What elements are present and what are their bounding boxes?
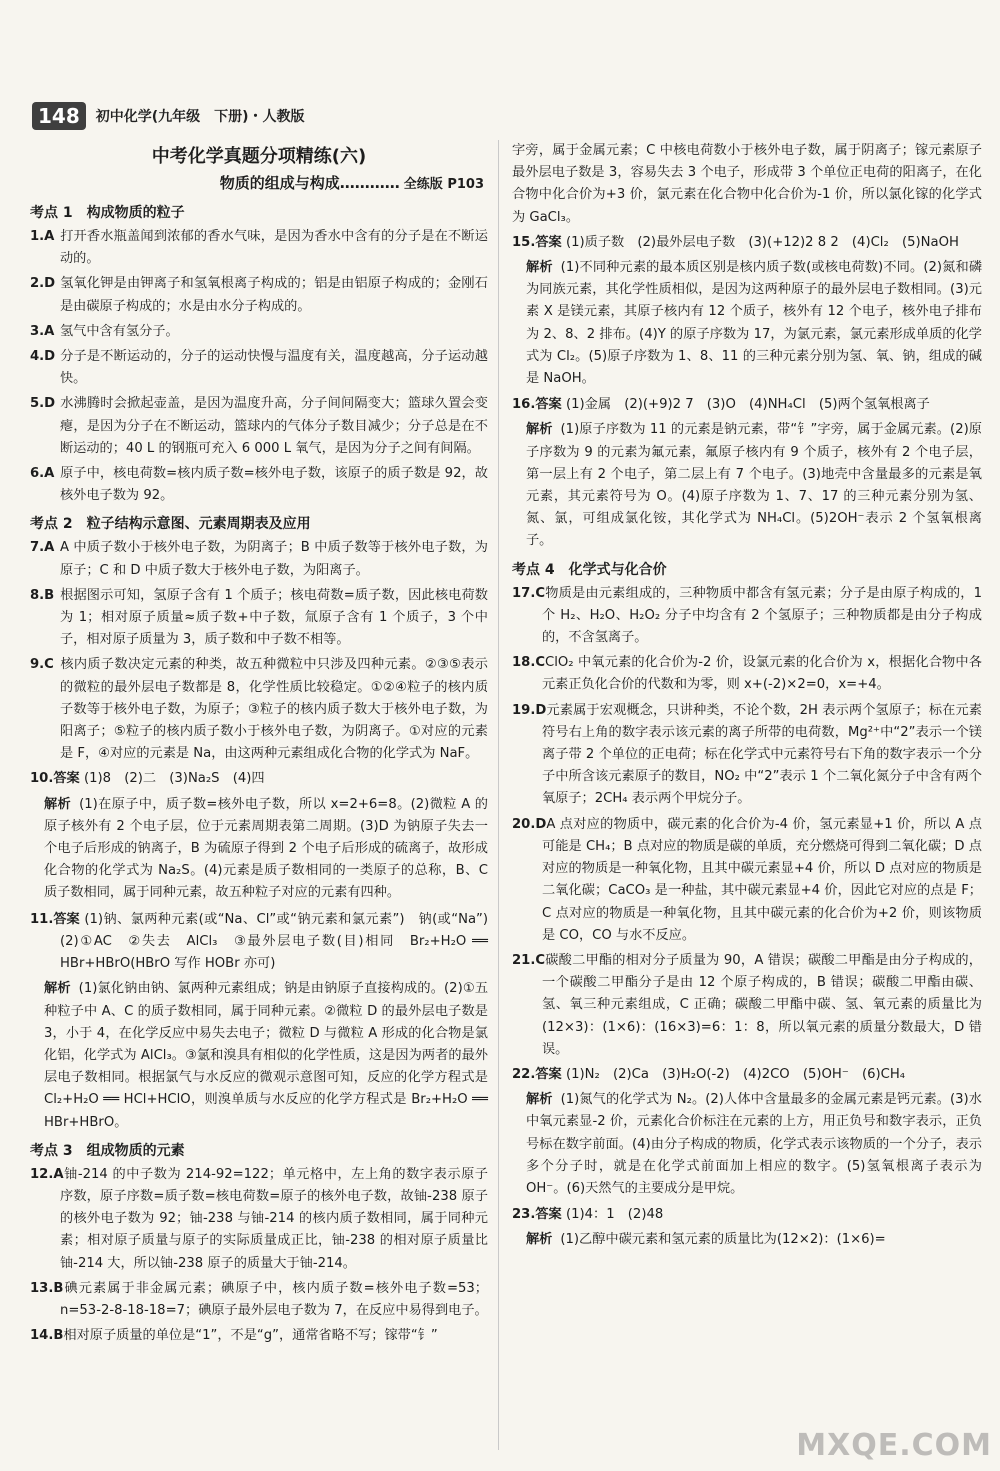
item-number: 8.B <box>30 587 55 603</box>
answer-item <box>512 232 982 254</box>
item-text: 分子是不断运动的，分子的运动快慢与温度有关，温度越高，分子运动越快。 <box>60 349 488 387</box>
item-number: 2.D <box>30 276 56 292</box>
explanation-text: (1)氯化钠由钠、氯两种元素组成；钠是由钠原子直接构成的。(2)①五种粒子中 A、C 的质子数相同，属于同种元素。②微粒 D 的最外层电子数是 3，小于 4，在化学反应中易失去电子；微粒 D 与微粒 A 形成的化合物是氯化铝，化学式为 AlCl₃。③氯和溴具有相似的化学性质，这是因为两者的最外层电子数相同。根据氯气与水反应的微观示意图可知，反应的化学方程式是 Cl₂+H₂O ══ HCl+HClO，则溴单质与水反应的化学方程式是 Br₂+H₂O ══ HBr+HBrO。 <box>44 981 489 1130</box>
explanation-text: (1)不同种元素的最本质区别是核内质子数(或核电荷数)不同。(2)氮和磷为同族元素，其化学性质相似，是因为这两种原子的最外层电子数相同。(3)元素 X 是镁元素，其原子核内有 12 个质子，核外有 12 个电子，核外电子排布为 2、8、2 排布。(4)Y 的原子序数为 17，为氯元素，氯元素形成单质的化学式为 Cl₂。(5)原子序数为 1、8、11 的三种元素分别为氢、氧、钠，组成的碱是 NaOH。 <box>526 260 983 387</box>
section-heading: 考点 1 构成物质的粒子 <box>30 205 185 221</box>
answer-item <box>512 950 982 1061</box>
item-text: (1)8 (2)二 (3)Na₂S (4)四 <box>83 771 265 787</box>
item-text: 打开香水瓶盖闻到浓郁的香水气味，是因为香水中含有的分子是在不断运动的。 <box>60 229 488 267</box>
section-heading: 考点 3 组成物质的元素 <box>30 1142 185 1159</box>
explanation-text: (1)氮气的化学式为 N₂。(2)人体中含量最多的金属元素是钙元素。(3)水中氧元素显-2 价，元素化合价标注在元素的上方，用正负号和数字表示，正负号标在数字前面。(4)由分子构成的物质，化学式表示该物质的一个分子，表示多个分子时，就是在化学式前面加上相应的数字。(5)氢氧根离子表示为 OH⁻。(6)天然气的主要成分是甲烷。 <box>526 1092 982 1196</box>
explanation <box>30 978 488 1133</box>
item-text: 氢氧化钾是由钾离子和氢氧根离子构成的；铝是由铝原子构成的；金刚石是由碳原子构成的；水是由水分子构成的。 <box>60 276 488 314</box>
item-number: 17.C <box>512 585 546 601</box>
item-text: (1)4：1 (2)48 <box>565 1207 664 1223</box>
explanation <box>512 257 982 390</box>
item-number: 18.C <box>512 655 546 671</box>
answer-item <box>512 1204 982 1226</box>
item-number: 5.D <box>30 396 56 412</box>
explanation-tag: 解析 <box>44 981 71 997</box>
sub-title <box>30 172 488 196</box>
item-number: 12.A <box>30 1166 64 1182</box>
item-text: (1)N₂ (2)Ca (3)H₂O(-2) (4)2CO (5)OH⁻ (6)CH₄ <box>565 1066 906 1082</box>
explanation <box>512 419 982 552</box>
explanation-tag: 解析 <box>526 260 553 276</box>
answer-item <box>512 1064 982 1086</box>
item-number: 4.D <box>30 349 56 365</box>
item-text: (1)钠、氯两种元素(或“Na、Cl”或“钠元素和氯元素”) 钠(或“Na”) (2)①AC ②失去 AlCl₃ ③最外层电子数(目)相同 Br₂+H₂O ══ HBr+HBrO(HBrO 写作 HOBr 亦可) <box>60 911 502 972</box>
item-number: 9.C <box>30 657 54 673</box>
item-number: 23.答案 <box>512 1207 562 1223</box>
item-text: 碳酸二甲酯的相对分子质量为 90，A 错误；碳酸二甲酯是由分子构成的，一个碳酸二甲酯分子是由 12 个原子构成的，B 错误；碳酸二甲酯由碳、氢、氧三种元素组成，C 正确；碳酸二甲酯中碳、氢、氧元素的质量比为(12×3)：(1×6)：(16×3)=6：1：8，所以氧元素的质量分数最大，D 错误。 <box>542 952 982 1057</box>
item-number: 22.答案 <box>512 1066 562 1082</box>
column-divider <box>498 140 499 1450</box>
item-text: 相对原子质量的单位是“1”，不是“g”，通常省略不写；镓带“钅” <box>63 1328 438 1344</box>
sub-title-ref: 全练版 P103 <box>403 177 484 192</box>
left-column <box>30 140 502 1460</box>
watermark: MXQE.COM <box>796 1428 992 1463</box>
answer-item <box>30 393 488 460</box>
item-text: 原子中，核电荷数=核内质子数=核外电子数，该原子的质子数是 92，故核外电子数为 92。 <box>60 466 488 504</box>
item-number: 20.D <box>512 816 547 832</box>
book-title: 初中化学(九年级 下册)・人教版 <box>95 109 305 125</box>
explanation-text: (1)原子序数为 11 的元素是钠元素，带“钅”字旁，属于金属元素。(2)原子序数为 9 的元素为氟元素，氟原子核内有 9 个质子，核外有 2 个电子层，第一层上有 2 个电子，第二层上有 7 个电子。(3)地壳中含量最多的元素是氧元素，其元素符号为 O。(4)原子序数为 1、7、17 的三种元素分别为氢、氮、氯，可组成氯化铵，其化学式为 NH₄Cl。(5)2OH⁻表示 2 个氢氧根离子。 <box>526 422 982 549</box>
answer-item <box>30 1164 488 1275</box>
item-text: ClO₂ 中氧元素的化合价为-2 价，设氯元素的化合价为 x，根据化合物中各元素正负化合价的代数和为零，则 x+(-2)×2=0，x=+4。 <box>542 655 982 693</box>
page-header <box>32 100 305 132</box>
item-number: 15.答案 <box>512 234 562 250</box>
item-text: 碘元素属于非金属元素；碘原子中，核内质子数=核外电子数=53；n=53-2-8-18-18=7；碘原子最外层电子数为 7，在反应中易得到电子。 <box>60 1280 488 1318</box>
item-number: 19.D <box>512 702 547 718</box>
item-number: 21.C <box>512 952 546 968</box>
explanation-tag: 解析 <box>526 422 553 438</box>
item-text: 水沸腾时会掀起壶盖，是因为温度升高，分子间间隔变大；篮球久置会变瘪，是因为分子在不断运动，篮球内的气体分子数目减少；分子总是在不断运动的；40 L 的钢瓶可充入 6 000 L 氧气，是因为分子之间有间隔。 <box>60 396 488 456</box>
section-heading: 考点 4 化学式与化合价 <box>512 561 667 578</box>
item-text: 元素属于宏观概念，只讲种类，不论个数，2H 表示两个氢原子；标在元素符号右上角的数字表示该元素的离子所带的电荷数，Mg²⁺中“2”表示一个镁离子带 2 个单位的正电荷；标在化学式中元素符号右下角的数字表示一个分子中所含该元素原子的数目，NO₂ 中“2”表示 1 个二氧化氮分子中含有两个氧原子；2CH₄ 表示两个甲烷分子。 <box>542 702 982 807</box>
item-number: 3.A <box>30 323 55 339</box>
explanation-tag: 解析 <box>526 1232 553 1248</box>
item-number: 6.A <box>30 466 55 482</box>
item-text: 物质是由元素组成的，三种物质中都含有氢元素；分子是由原子构成的，1 个 H₂、H₂O、H₂O₂ 分子中均含有 2 个氢原子；三种物质都是由分子构成的，不含氢离子。 <box>542 585 982 646</box>
answer-item <box>512 583 982 650</box>
answer-item <box>512 700 982 811</box>
right-column <box>512 140 982 1460</box>
answer-item <box>512 814 982 947</box>
explanation <box>512 1229 982 1251</box>
item-text: 根据图示可知，氢原子含有 1 个质子；核电荷数=质子数，因此核电荷数为 1；相对原子质量≈质子数+中子数，氚原子含有 1 个质子，3 个中子，相对原子质量为 3，质子数和中子数不相等。 <box>60 587 488 648</box>
explanation <box>512 1089 982 1200</box>
answer-item <box>30 463 488 507</box>
answer-item <box>30 909 502 976</box>
answer-item <box>512 394 982 416</box>
answer-item <box>30 1325 488 1347</box>
item-number: 1.A <box>30 229 55 244</box>
explanation <box>30 794 488 905</box>
main-title: 中考化学真题分项精练(六) <box>151 146 367 167</box>
answer-item <box>512 652 982 696</box>
explanation-text: (1)乙醇中碳元素和氢元素的质量比为(12×2)：(1×6)= <box>560 1232 886 1248</box>
answer-item <box>30 321 488 343</box>
item-text: A 点对应的物质中，碳元素的化合价为-4 价，氢元素显+1 价，所以 A 点可能是 CH₄；B 点对应的物质是碳的单质，充分燃烧可得到二氧化碳；D 点对应的物质是一种氧化物，且其中碳元素显+4 价，所以 D 点对应的物质是二氧化碳；CaCO₃ 是一种盐，其中碳元素显+4 价，因此它对应的点是 F；C 点对应的物质是一种氧化物，且其中碳元素的化合价为+2 价，则该物质是 CO，CO 与水不反应。 <box>542 816 982 943</box>
item-number: 7.A <box>30 540 55 556</box>
item-text: (1)质子数 (2)最外层电子数 (3)(+12)2 8 2 (4)Cl₂ (5)NaOH <box>565 234 959 250</box>
item-number: 16.答案 <box>512 397 562 413</box>
item-text: 铀-214 的中子数为 214-92=122；单元格中，左上角的数字表示原子序数，原子序数=质子数=核电荷数=原子的核外电子数，故铀-238 原子的核外电子数为 92；铀-238 与铀-214 的核内质子数相同，属于同种元素；相对原子质量与原子的实际质量成正比，铀-238 的相对原子质量比铀-214 大，所以铀-238 原子的质量大于铀-214。 <box>60 1166 488 1271</box>
item-text: 核内质子数决定元素的种类，故五种微粒中只涉及四种元素。②③⑤表示的微粒的最外层电子数都是 8，化学性质比较稳定。①②④粒子的核内质子数等于核外电子数，为原子；③粒子的核内质子数大于核外电子数，为阳离子；⑤粒子的核内质子数小于核外电子数，为阴离子。①对应的元素是 F，④对应的元素是 Na，由这两种元素组成化合物的化学式为 NaF。 <box>60 657 488 762</box>
explanation-text: (1)在原子中，质子数=核外电子数，所以 x=2+6=8。(2)微粒 A 的原子核外有 2 个电子层，位于元素周期表第二周期。(3)D 为钠原子失去一个电子后形成的钠离子，B 为硫原子得到 2 个电子后形成的硫离子，故形成化合物的化学式为 Na₂S。(4)元素是质子数相同的一类原子的总称，B、C 质子数相同，属于同种元素，故五种粒子对应的元素有四种。 <box>44 796 488 901</box>
item-text: A 中质子数小于核外电子数，为阴离子；B 中质子数等于核外电子数，为原子；C 和 D 中质子数大于核外电子数，为阳离子。 <box>60 540 488 578</box>
explanation-tag: 解析 <box>526 1092 553 1108</box>
item-text: (1)金属 (2)(+9)2 7 (3)O (4)NH₄Cl (5)两个氢氧根离子 <box>565 397 930 413</box>
item-text: 氢气中含有氢分子。 <box>60 323 179 339</box>
item-number: 13.B <box>30 1280 64 1296</box>
item-number: 14.B <box>30 1328 64 1344</box>
answer-item <box>30 273 488 317</box>
answer-item <box>30 537 488 581</box>
answer-item <box>30 1278 488 1322</box>
sub-title-text: 物质的组成与构成………… <box>219 174 400 192</box>
answer-item <box>30 585 488 652</box>
item-number: 11.答案 <box>30 911 80 927</box>
item-text: 字旁，属于金属元素；C 中核电荷数小于核外电子数，属于阴离子；镓元素原子最外层电子数是 3，容易失去 3 个电子，形成带 3 个单位正电荷的阳离子，在化合物中化合价为+3 价，氯元素在化合物中化合价为-1 价，所以氯化镓的化学式为 GaCl₃。 <box>512 143 982 225</box>
explanation-tag: 解析 <box>44 796 72 812</box>
section-heading: 考点 2 粒子结构示意图、元素周期表及应用 <box>30 516 311 533</box>
page-number: 148 <box>32 102 86 130</box>
answer-item <box>30 346 488 390</box>
continued-text <box>512 140 982 229</box>
answer-item <box>30 768 488 790</box>
answer-item <box>30 226 488 270</box>
answer-item <box>30 654 488 765</box>
item-number: 10.答案 <box>30 771 80 787</box>
